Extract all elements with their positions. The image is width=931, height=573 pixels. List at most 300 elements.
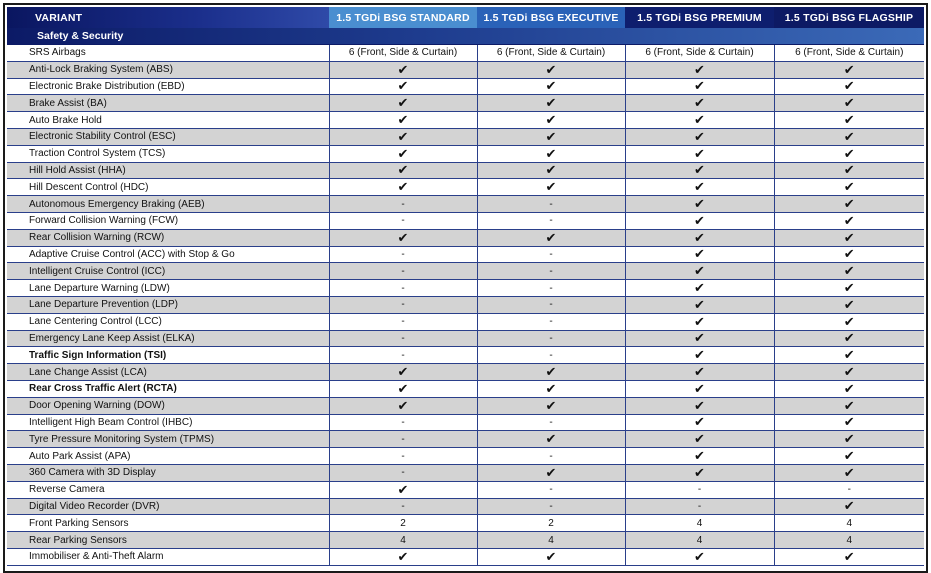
value-cell-executive (477, 481, 625, 498)
table-row (7, 61, 924, 78)
value-cell-premium (625, 296, 774, 313)
feature-label: Traffic Sign Information (TSI) (7, 347, 329, 364)
check-icon: ✔ (397, 179, 409, 195)
value-cell-executive (477, 280, 625, 297)
check-icon: ✔ (694, 263, 705, 279)
value-cell-premium (625, 196, 774, 213)
check-icon: ✔ (397, 481, 409, 497)
check-icon: ✔ (843, 162, 855, 178)
value-cell-flagship (774, 212, 924, 229)
feature-label: Brake Assist (BA) (7, 95, 329, 112)
value-cell-executive (477, 330, 625, 347)
value-cell-flagship (774, 397, 924, 414)
value-cell-executive (477, 431, 625, 448)
value-text: 6 (Front, Side & Curtain) (496, 47, 606, 59)
check-icon: ✔ (843, 179, 855, 195)
feature-label: Door Opening Warning (DOW) (7, 397, 329, 414)
feature-label: Front Parking Sensors (7, 515, 329, 532)
value-cell-premium (625, 179, 774, 196)
check-icon: ✔ (694, 212, 705, 228)
table-row (7, 380, 924, 397)
feature-label: Forward Collision Warning (FCW) (7, 212, 329, 229)
value-cell-premium (625, 448, 774, 465)
value-cell-flagship (774, 246, 924, 263)
value-cell-flagship (774, 128, 924, 145)
value-cell-standard (329, 330, 477, 347)
value-cell-flagship (774, 498, 924, 515)
value-text: 6 (Front, Side & Curtain) (645, 47, 754, 59)
value-cell-flagship (774, 112, 924, 129)
value-cell-premium (625, 414, 774, 431)
value-cell-standard (329, 548, 477, 565)
value-text: 2 (400, 517, 406, 529)
check-icon: ✔ (694, 313, 705, 329)
table-row (7, 414, 924, 431)
feature-label: Hill Descent Control (HDC) (7, 179, 329, 196)
feature-label: Intelligent High Beam Control (IHBC) (7, 414, 329, 431)
value-cell-premium (625, 515, 774, 532)
header-row (7, 7, 924, 28)
value-text: - (401, 416, 405, 428)
value-cell-flagship (774, 95, 924, 112)
value-text: - (549, 299, 553, 311)
value-cell-premium (625, 229, 774, 246)
value-cell-premium (625, 380, 774, 397)
section-header-row (7, 28, 924, 45)
value-text: 4 (400, 534, 406, 546)
value-cell-standard (329, 179, 477, 196)
check-icon: ✔ (545, 364, 557, 380)
check-icon: ✔ (843, 229, 855, 245)
check-icon: ✔ (397, 128, 409, 144)
value-cell-premium (625, 246, 774, 263)
value-cell-standard (329, 431, 477, 448)
value-cell-executive (477, 464, 625, 481)
value-cell-flagship (774, 145, 924, 162)
check-icon: ✔ (545, 95, 557, 111)
value-text: - (549, 215, 553, 227)
value-cell-flagship (774, 448, 924, 465)
check-icon: ✔ (694, 145, 705, 161)
table-row (7, 364, 924, 381)
value-cell-premium (625, 498, 774, 515)
check-icon: ✔ (843, 498, 855, 514)
value-cell-flagship (774, 78, 924, 95)
value-cell-standard (329, 296, 477, 313)
check-icon: ✔ (694, 464, 705, 480)
check-icon: ✔ (843, 280, 855, 296)
value-cell-executive (477, 313, 625, 330)
table-row (7, 431, 924, 448)
value-cell-standard (329, 481, 477, 498)
feature-label: Adaptive Cruise Control (ACC) with Stop & Go (7, 246, 329, 263)
value-text: - (401, 316, 405, 328)
check-icon: ✔ (843, 347, 855, 363)
check-icon: ✔ (843, 296, 855, 312)
check-icon: ✔ (694, 397, 705, 413)
value-cell-flagship (774, 347, 924, 364)
value-cell-executive (477, 61, 625, 78)
check-icon: ✔ (397, 229, 409, 245)
value-cell-standard (329, 78, 477, 95)
value-text: - (401, 265, 405, 277)
check-icon: ✔ (843, 448, 855, 464)
value-cell-standard (329, 212, 477, 229)
value-cell-standard (329, 45, 477, 62)
value-cell-standard (329, 196, 477, 213)
value-cell-standard (329, 263, 477, 280)
check-icon: ✔ (397, 548, 409, 564)
feature-label: Auto Brake Hold (7, 112, 329, 129)
value-cell-premium (625, 145, 774, 162)
check-icon: ✔ (545, 128, 557, 144)
value-text: - (401, 248, 405, 260)
table-row (7, 498, 924, 515)
check-icon: ✔ (843, 246, 855, 262)
value-text: 6 (Front, Side & Curtain) (795, 47, 904, 59)
value-cell-executive (477, 498, 625, 515)
feature-label: Auto Park Assist (APA) (7, 448, 329, 465)
table-row (7, 263, 924, 280)
table-row (7, 78, 924, 95)
value-cell-executive (477, 515, 625, 532)
feature-label: Lane Centering Control (LCC) (7, 313, 329, 330)
check-icon: ✔ (397, 61, 409, 77)
check-icon: ✔ (397, 95, 409, 111)
value-text: - (401, 198, 405, 210)
value-cell-standard (329, 515, 477, 532)
check-icon: ✔ (843, 414, 855, 430)
table-row (7, 280, 924, 297)
check-icon: ✔ (545, 464, 557, 480)
value-cell-executive (477, 246, 625, 263)
check-icon: ✔ (843, 61, 855, 77)
value-cell-standard (329, 448, 477, 465)
value-text: - (401, 299, 405, 311)
value-text: - (549, 349, 553, 361)
value-cell-premium (625, 280, 774, 297)
check-icon: ✔ (545, 397, 557, 413)
feature-label: Hill Hold Assist (HHA) (7, 162, 329, 179)
value-cell-premium (625, 162, 774, 179)
check-icon: ✔ (545, 112, 557, 128)
check-icon: ✔ (843, 397, 855, 413)
value-cell-standard (329, 61, 477, 78)
table-row (7, 347, 924, 364)
table-row (7, 532, 924, 549)
table-row (7, 112, 924, 129)
table-row (7, 397, 924, 414)
value-cell-premium (625, 45, 774, 62)
feature-label: Rear Cross Traffic Alert (RCTA) (7, 380, 329, 397)
value-cell-premium (625, 263, 774, 280)
check-icon: ✔ (694, 229, 705, 245)
value-cell-executive (477, 414, 625, 431)
check-icon: ✔ (545, 548, 557, 564)
value-text: - (401, 215, 405, 227)
value-text: - (401, 467, 405, 479)
check-icon: ✔ (694, 128, 705, 144)
value-text: - (401, 433, 405, 445)
value-cell-standard (329, 364, 477, 381)
value-cell-premium (625, 532, 774, 549)
feature-label: Rear Collision Warning (RCW) (7, 229, 329, 246)
value-cell-standard (329, 128, 477, 145)
feature-label: Emergency Lane Keep Assist (ELKA) (7, 330, 329, 347)
table-row (7, 515, 924, 532)
value-cell-premium (625, 330, 774, 347)
check-icon: ✔ (545, 229, 557, 245)
table-row (7, 145, 924, 162)
value-cell-flagship (774, 196, 924, 213)
table-row (7, 196, 924, 213)
check-icon: ✔ (843, 263, 855, 279)
check-icon: ✔ (694, 431, 705, 447)
check-icon: ✔ (545, 145, 557, 161)
value-cell-flagship (774, 280, 924, 297)
check-icon: ✔ (843, 145, 855, 161)
feature-label: Reverse Camera (7, 481, 329, 498)
value-cell-premium (625, 212, 774, 229)
value-cell-standard (329, 112, 477, 129)
feature-label: Lane Departure Prevention (LDP) (7, 296, 329, 313)
check-icon: ✔ (397, 380, 409, 396)
variant-flagship-header: 1.5 TGDi BSG FLAGSHIP (774, 7, 924, 28)
feature-label: Traction Control System (TCS) (7, 145, 329, 162)
value-cell-flagship (774, 330, 924, 347)
value-cell-flagship (774, 380, 924, 397)
value-cell-premium (625, 313, 774, 330)
check-icon: ✔ (843, 313, 855, 329)
value-text: - (847, 484, 851, 496)
value-cell-premium (625, 95, 774, 112)
feature-label: Lane Departure Warning (LDW) (7, 280, 329, 297)
feature-label: Immobiliser & Anti-Theft Alarm (7, 548, 329, 565)
check-icon: ✔ (694, 61, 705, 77)
value-cell-flagship (774, 296, 924, 313)
check-icon: ✔ (843, 212, 855, 228)
value-text: 6 (Front, Side & Curtain) (348, 47, 458, 59)
value-cell-executive (477, 78, 625, 95)
value-text: - (401, 332, 405, 344)
check-icon: ✔ (694, 448, 705, 464)
value-cell-flagship (774, 464, 924, 481)
value-text: - (697, 484, 702, 496)
feature-label: Rear Parking Sensors (7, 532, 329, 549)
value-cell-premium (625, 347, 774, 364)
value-cell-executive (477, 364, 625, 381)
value-cell-flagship (774, 431, 924, 448)
feature-label: Anti-Lock Braking System (ABS) (7, 61, 329, 78)
table-row (7, 95, 924, 112)
check-icon: ✔ (843, 95, 855, 111)
check-icon: ✔ (545, 61, 557, 77)
value-text: - (549, 332, 553, 344)
value-cell-premium (625, 548, 774, 565)
spec-table (7, 7, 924, 566)
check-icon: ✔ (694, 414, 705, 430)
value-cell-standard (329, 313, 477, 330)
check-icon: ✔ (397, 364, 409, 380)
check-icon: ✔ (694, 179, 705, 195)
value-cell-flagship (774, 313, 924, 330)
table-row (7, 481, 924, 498)
value-cell-executive (477, 162, 625, 179)
value-cell-premium (625, 78, 774, 95)
check-icon: ✔ (843, 464, 855, 480)
check-icon: ✔ (694, 78, 705, 94)
value-cell-flagship (774, 229, 924, 246)
value-text: 4 (548, 534, 554, 546)
value-text: - (549, 248, 553, 260)
check-icon: ✔ (694, 280, 705, 296)
value-cell-standard (329, 380, 477, 397)
check-icon: ✔ (843, 548, 855, 564)
check-icon: ✔ (694, 548, 705, 564)
check-icon: ✔ (694, 112, 705, 128)
value-cell-executive (477, 95, 625, 112)
table-row (7, 330, 924, 347)
value-cell-executive (477, 548, 625, 565)
value-cell-executive (477, 296, 625, 313)
value-cell-standard (329, 246, 477, 263)
check-icon: ✔ (843, 128, 855, 144)
value-text: - (401, 500, 405, 512)
check-icon: ✔ (843, 196, 855, 212)
check-icon: ✔ (545, 78, 557, 94)
value-cell-premium (625, 464, 774, 481)
feature-label: SRS Airbags (7, 45, 329, 62)
value-text: - (549, 484, 553, 496)
value-text: - (401, 349, 405, 361)
value-cell-standard (329, 145, 477, 162)
value-cell-premium (625, 112, 774, 129)
value-cell-executive (477, 212, 625, 229)
check-icon: ✔ (843, 431, 855, 447)
value-cell-standard (329, 532, 477, 549)
value-text: 4 (696, 517, 703, 529)
value-cell-executive (477, 128, 625, 145)
value-text: - (549, 416, 553, 428)
value-cell-premium (625, 431, 774, 448)
table-row (7, 45, 924, 62)
check-icon: ✔ (545, 380, 557, 396)
check-icon: ✔ (397, 397, 409, 413)
check-icon: ✔ (397, 162, 409, 178)
value-cell-standard (329, 162, 477, 179)
check-icon: ✔ (843, 364, 855, 380)
section-title: Safety & Security (7, 28, 924, 45)
value-cell-executive (477, 263, 625, 280)
value-cell-executive (477, 179, 625, 196)
value-cell-flagship (774, 532, 924, 549)
check-icon: ✔ (694, 364, 705, 380)
check-icon: ✔ (694, 196, 705, 212)
value-cell-executive (477, 145, 625, 162)
table-row (7, 162, 924, 179)
feature-label: Tyre Pressure Monitoring System (TPMS) (7, 431, 329, 448)
check-icon: ✔ (545, 179, 557, 195)
value-cell-standard (329, 95, 477, 112)
value-cell-executive (477, 112, 625, 129)
check-icon: ✔ (694, 162, 705, 178)
check-icon: ✔ (694, 296, 705, 312)
value-cell-flagship (774, 45, 924, 62)
check-icon: ✔ (397, 112, 409, 128)
value-text: - (549, 316, 553, 328)
table-row (7, 128, 924, 145)
feature-label: Lane Change Assist (LCA) (7, 364, 329, 381)
variant-standard-header: 1.5 TGDi BSG STANDARD (329, 7, 477, 28)
value-text: 4 (846, 534, 853, 546)
check-icon: ✔ (694, 380, 705, 396)
table-row (7, 212, 924, 229)
value-cell-standard (329, 414, 477, 431)
value-cell-standard (329, 498, 477, 515)
value-cell-executive (477, 532, 625, 549)
value-cell-standard (329, 280, 477, 297)
table-row (7, 296, 924, 313)
value-cell-premium (625, 397, 774, 414)
value-cell-flagship (774, 515, 924, 532)
value-text: - (401, 282, 405, 294)
check-icon: ✔ (397, 145, 409, 161)
feature-label: Digital Video Recorder (DVR) (7, 498, 329, 515)
value-cell-flagship (774, 179, 924, 196)
table-row (7, 229, 924, 246)
value-cell-executive (477, 448, 625, 465)
table-row (7, 179, 924, 196)
feature-label: 360 Camera with 3D Display (7, 464, 329, 481)
value-cell-executive (477, 229, 625, 246)
value-cell-flagship (774, 481, 924, 498)
check-icon: ✔ (843, 112, 855, 128)
value-cell-flagship (774, 414, 924, 431)
value-cell-premium (625, 128, 774, 145)
value-text: - (549, 500, 553, 512)
check-icon: ✔ (694, 95, 705, 111)
value-cell-standard (329, 397, 477, 414)
value-text: - (549, 198, 553, 210)
value-text: 2 (548, 517, 554, 529)
variant-premium-header: 1.5 TGDi BSG PREMIUM (625, 7, 774, 28)
value-cell-flagship (774, 162, 924, 179)
value-text: - (549, 282, 553, 294)
value-cell-executive (477, 397, 625, 414)
value-cell-flagship (774, 364, 924, 381)
value-cell-executive (477, 196, 625, 213)
value-cell-standard (329, 464, 477, 481)
value-cell-flagship (774, 548, 924, 565)
check-icon: ✔ (843, 380, 855, 396)
check-icon: ✔ (545, 431, 557, 447)
value-cell-premium (625, 481, 774, 498)
check-icon: ✔ (694, 330, 705, 346)
value-text: 4 (846, 517, 853, 529)
variant-executive-header: 1.5 TGDi BSG EXECUTIVE (477, 7, 625, 28)
value-text: 4 (696, 534, 703, 546)
table-row (7, 548, 924, 565)
value-text: - (401, 450, 405, 462)
value-cell-flagship (774, 263, 924, 280)
table-row (7, 246, 924, 263)
feature-label: Electronic Stability Control (ESC) (7, 128, 329, 145)
table-row (7, 313, 924, 330)
value-cell-standard (329, 347, 477, 364)
table-row (7, 464, 924, 481)
value-cell-executive (477, 347, 625, 364)
value-text: - (549, 450, 553, 462)
